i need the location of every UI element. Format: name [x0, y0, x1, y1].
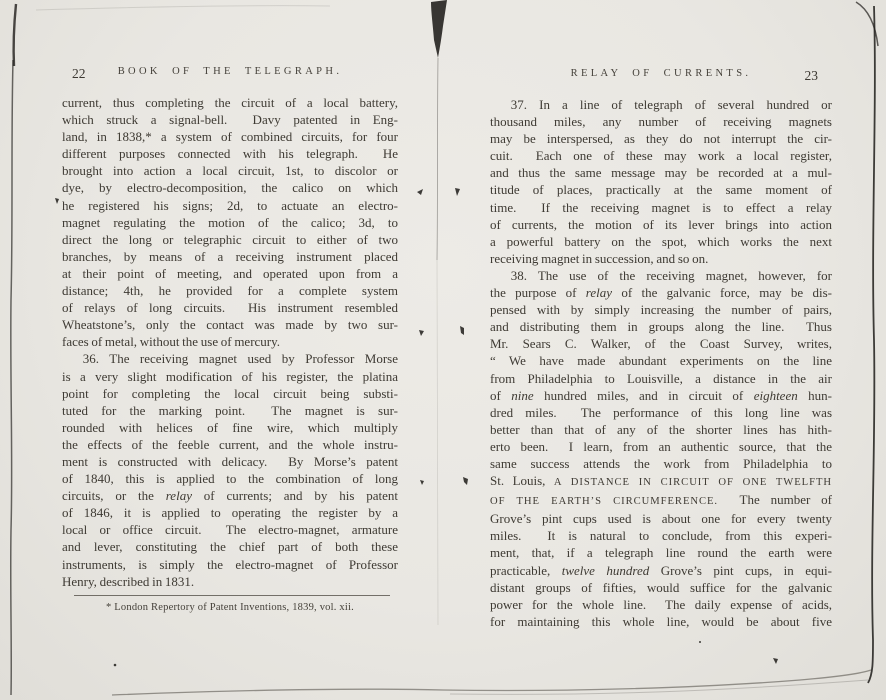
text-line: at their point of meeting, and operated upon from a	[62, 265, 398, 281]
text-line: for maintaining this whole line, would be about five	[490, 613, 832, 629]
text-line: ment, that, if a telegraph line round the earth were	[490, 545, 832, 561]
top-page-edge-line	[36, 6, 330, 10]
text-line: Grove’s pint cups used is about one for every twenty	[490, 511, 832, 527]
text-line: instruments, is simply the electro-magnet of Professor	[62, 556, 398, 572]
text-line: distance; 4th, he provided for a complete system	[62, 283, 398, 299]
text-line: of currents, the motion of its lever brings into action	[490, 216, 832, 232]
text-line: he registered his signs; 2d, to actuate an electro-	[62, 197, 398, 213]
footnote: * London Repertory of Patent Inventions, 1839, vol. xii.	[106, 601, 354, 613]
text-line: thousand miles, any number of receiving magnets	[490, 114, 832, 130]
binding-ink-mark	[431, 0, 447, 58]
text-line: is a very slight modification of his register, the platina	[62, 368, 398, 384]
text-line: direct the long or telegraphic circuit to either of two	[62, 231, 398, 247]
text-line: which struck a signal-bell. Davy patented in Eng-	[62, 112, 398, 128]
bottom-page-edge-line	[450, 680, 868, 694]
text-line: the purpose of relay of the galvanic force, may be dis-	[490, 285, 832, 301]
text-line: of 1846, it is applied to operating the register by a	[62, 505, 398, 521]
left-page-edge-line	[14, 4, 16, 66]
text-line: point for completing the local circuit being substi-	[62, 385, 398, 401]
text-line: OF THE EARTH’S CIRCUMFERENCE. The number of	[490, 492, 832, 508]
left-running-header: BOOK OF THE TELEGRAPH.	[117, 66, 343, 77]
binding-gutter-line	[437, 260, 438, 625]
right-page	[490, 68, 832, 630]
text-line: magnet regulating the motion of the calico; 3d, to	[62, 214, 398, 230]
text-line: miles. It is natural to conclude, from this experi-	[490, 528, 832, 544]
text-line: rounded with helices of fine wire, which multiply	[62, 419, 398, 435]
page-corner-curl	[856, 2, 878, 46]
binding-gutter-line	[437, 58, 438, 260]
left-page	[62, 66, 398, 613]
left-page-text	[62, 94, 398, 590]
text-line: 38. The use of the receiving magnet, however, for	[510, 267, 832, 283]
left-page-header	[62, 66, 398, 83]
text-line: 36. The receiving magnet used by Professor Morse	[82, 351, 398, 367]
text-line: and thus the same message may be recorded at a mul-	[490, 165, 832, 181]
text-line: different purposes connected with his telegraph. He	[62, 146, 398, 162]
text-line: dred miles. The performance of this long line was	[490, 404, 832, 420]
text-line: of nine hundred miles, and in circuit of eighteen hun-	[490, 387, 833, 403]
footnote-rule	[74, 595, 390, 596]
text-line: a powerful battery on the spot, which works the next	[490, 233, 832, 249]
text-line: from Philadelphia to Louisville, a distance in the air	[490, 370, 832, 386]
text-line: branches, by means of a receiving instrument placed	[62, 248, 398, 264]
text-line: circuits, or the relay of currents; and by his patent	[62, 488, 398, 504]
text-line: St. Louis, A DISTANCE IN CIRCUIT OF ONE TWELFTH	[490, 473, 832, 489]
text-line: current, thus completing the circuit of a local battery,	[62, 95, 398, 110]
text-line: time. If the receiving magnet is to effect a relay	[490, 199, 832, 215]
text-line: Mr. Sears C. Walker, of the Coast Survey, writes,	[490, 336, 832, 352]
left-page-number: 22	[72, 66, 86, 81]
left-page-edge-line	[11, 60, 13, 695]
text-line: brought into action a local circuit, 1st, to discolor or	[62, 163, 398, 179]
text-line: receiving magnet in succession, and so on.	[490, 250, 709, 266]
right-running-header: RELAY OF CURRENTS.	[570, 68, 752, 79]
bottom-page-edge-line	[112, 670, 871, 695]
text-line: “ We have made abundant experiments on the line	[490, 353, 832, 369]
text-line: power for the whole line. The daily expense of acids,	[490, 596, 832, 612]
text-line: cuit. Each one of these may work a local register,	[490, 148, 832, 164]
text-line: titude of places, practically at the same moment of	[490, 182, 832, 198]
right-page-text	[490, 96, 832, 630]
text-line: the effects of the feeble current, and the whole instru-	[62, 436, 398, 452]
text-line: faces of metal, without the use of mercury.	[62, 334, 281, 350]
text-line: practicable, twelve hundred Grove’s pint cups, in equi-	[490, 562, 832, 578]
text-line: erto been. I learn, from an authentic source, that the	[490, 438, 832, 454]
text-line: and lever, constituting the chief part of both these	[62, 539, 398, 555]
right-page-header	[490, 68, 832, 85]
text-line: land, in 1838,* a system of combined circuits, for four	[62, 129, 398, 145]
text-line: ment is constructed with delicacy. By Morse’s patent	[62, 453, 398, 469]
text-line: pensed with by simply increasing the number of pairs,	[490, 302, 832, 318]
text-line: of relays of long circuits. His instrument resembled	[62, 300, 398, 316]
text-line: of 1840, this is applied to the combination of long	[62, 471, 398, 487]
right-page-number: 23	[804, 68, 818, 83]
text-line: tuted for the marking point. The magnet is sur-	[62, 402, 398, 418]
text-line: local or office circuit. The electro-magnet, armature	[62, 522, 398, 538]
text-line: Henry, described in 1831.	[62, 573, 195, 589]
text-line: Wheatstone’s, only the contact was made by two sur-	[62, 317, 398, 333]
text-line: dye, by electro-decomposition, the calico on which	[62, 180, 398, 196]
text-line: 37. In a line of telegraph of several hundred or	[510, 97, 832, 112]
right-page-edge-line	[868, 6, 875, 683]
text-line: same success attends the work from Philadelphia to	[490, 455, 832, 471]
text-line: may be interspersed, as they do not interrupt the cir-	[490, 131, 832, 147]
text-line: and distributing them in groups along the line. Thus	[490, 319, 832, 335]
text-line: better than that of any of the shorter lines has hith-	[490, 421, 832, 437]
text-line: distant groups of fifties, would suffice for the galvanic	[490, 579, 832, 595]
